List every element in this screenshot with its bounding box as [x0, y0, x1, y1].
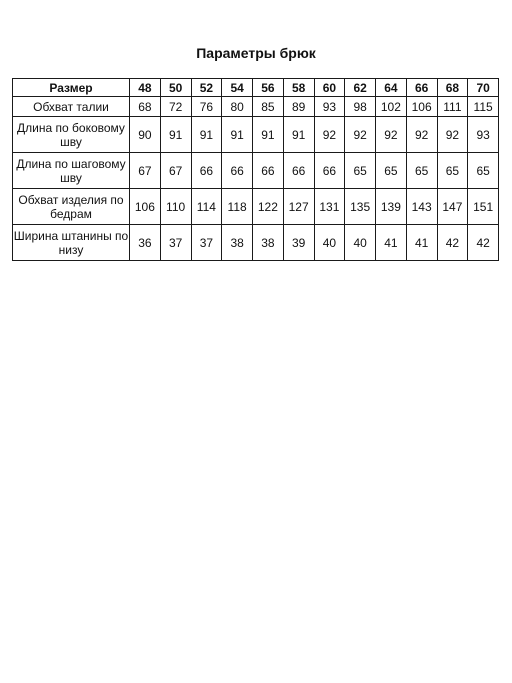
value-cell: 114	[191, 189, 222, 225]
value-cell: 135	[345, 189, 376, 225]
value-cell: 89	[283, 97, 314, 117]
value-cell: 66	[222, 153, 253, 189]
value-cell: 106	[406, 97, 437, 117]
value-cell: 92	[406, 117, 437, 153]
value-cell: 65	[406, 153, 437, 189]
value-cell: 93	[314, 97, 345, 117]
value-cell: 102	[376, 97, 407, 117]
value-cell: 41	[406, 225, 437, 261]
value-cell: 151	[468, 189, 499, 225]
value-cell: 92	[437, 117, 468, 153]
value-cell: 65	[468, 153, 499, 189]
value-cell: 65	[345, 153, 376, 189]
value-cell: 36	[130, 225, 161, 261]
value-cell: 66	[253, 153, 284, 189]
value-cell: 92	[376, 117, 407, 153]
size-header-cell: 48	[130, 79, 161, 97]
value-cell: 42	[437, 225, 468, 261]
value-cell: 91	[160, 117, 191, 153]
value-cell: 91	[222, 117, 253, 153]
value-cell: 72	[160, 97, 191, 117]
size-header-cell: 56	[253, 79, 284, 97]
size-header-cell: 54	[222, 79, 253, 97]
table-row-inseam	[13, 153, 499, 189]
row-label: Ширина штанины по низу	[13, 225, 130, 261]
value-cell: 39	[283, 225, 314, 261]
header-row	[13, 79, 499, 97]
value-cell: 91	[283, 117, 314, 153]
value-cell: 93	[468, 117, 499, 153]
table-row-hips	[13, 189, 499, 225]
table-row-side-seam	[13, 117, 499, 153]
value-cell: 118	[222, 189, 253, 225]
value-cell: 92	[345, 117, 376, 153]
value-cell: 40	[345, 225, 376, 261]
value-cell: 115	[468, 97, 499, 117]
size-header-cell: 62	[345, 79, 376, 97]
value-cell: 80	[222, 97, 253, 117]
row-label: Обхват изделия по бедрам	[13, 189, 130, 225]
value-cell: 147	[437, 189, 468, 225]
value-cell: 37	[191, 225, 222, 261]
size-header-cell: 52	[191, 79, 222, 97]
value-cell: 131	[314, 189, 345, 225]
value-cell: 38	[222, 225, 253, 261]
value-cell: 139	[376, 189, 407, 225]
size-header-cell: 68	[437, 79, 468, 97]
value-cell: 40	[314, 225, 345, 261]
value-cell: 127	[283, 189, 314, 225]
table-row-leg-width	[13, 225, 499, 261]
size-header-cell: 60	[314, 79, 345, 97]
size-chart-table	[12, 78, 499, 261]
value-cell: 90	[130, 117, 161, 153]
table-row-waist	[13, 97, 499, 117]
value-cell: 76	[191, 97, 222, 117]
row-label: Обхват талии	[13, 97, 130, 117]
value-cell: 111	[437, 97, 468, 117]
value-cell: 106	[130, 189, 161, 225]
value-cell: 66	[191, 153, 222, 189]
value-cell: 65	[376, 153, 407, 189]
value-cell: 143	[406, 189, 437, 225]
value-cell: 42	[468, 225, 499, 261]
size-header-cell: 70	[468, 79, 499, 97]
value-cell: 85	[253, 97, 284, 117]
value-cell: 110	[160, 189, 191, 225]
value-cell: 92	[314, 117, 345, 153]
row-label: Длина по шаговому шву	[13, 153, 130, 189]
value-cell: 37	[160, 225, 191, 261]
value-cell: 122	[253, 189, 284, 225]
value-cell: 91	[191, 117, 222, 153]
row-label: Длина по боковому шву	[13, 117, 130, 153]
value-cell: 98	[345, 97, 376, 117]
value-cell: 91	[253, 117, 284, 153]
value-cell: 66	[314, 153, 345, 189]
value-cell: 67	[130, 153, 161, 189]
size-header-cell: 66	[406, 79, 437, 97]
value-cell: 41	[376, 225, 407, 261]
size-header-cell: 50	[160, 79, 191, 97]
header-label: Размер	[13, 79, 130, 97]
page-title: Параметры брюк	[196, 45, 316, 61]
value-cell: 38	[253, 225, 284, 261]
value-cell: 67	[160, 153, 191, 189]
size-header-cell: 58	[283, 79, 314, 97]
size-header-cell: 64	[376, 79, 407, 97]
value-cell: 68	[130, 97, 161, 117]
value-cell: 65	[437, 153, 468, 189]
value-cell: 66	[283, 153, 314, 189]
